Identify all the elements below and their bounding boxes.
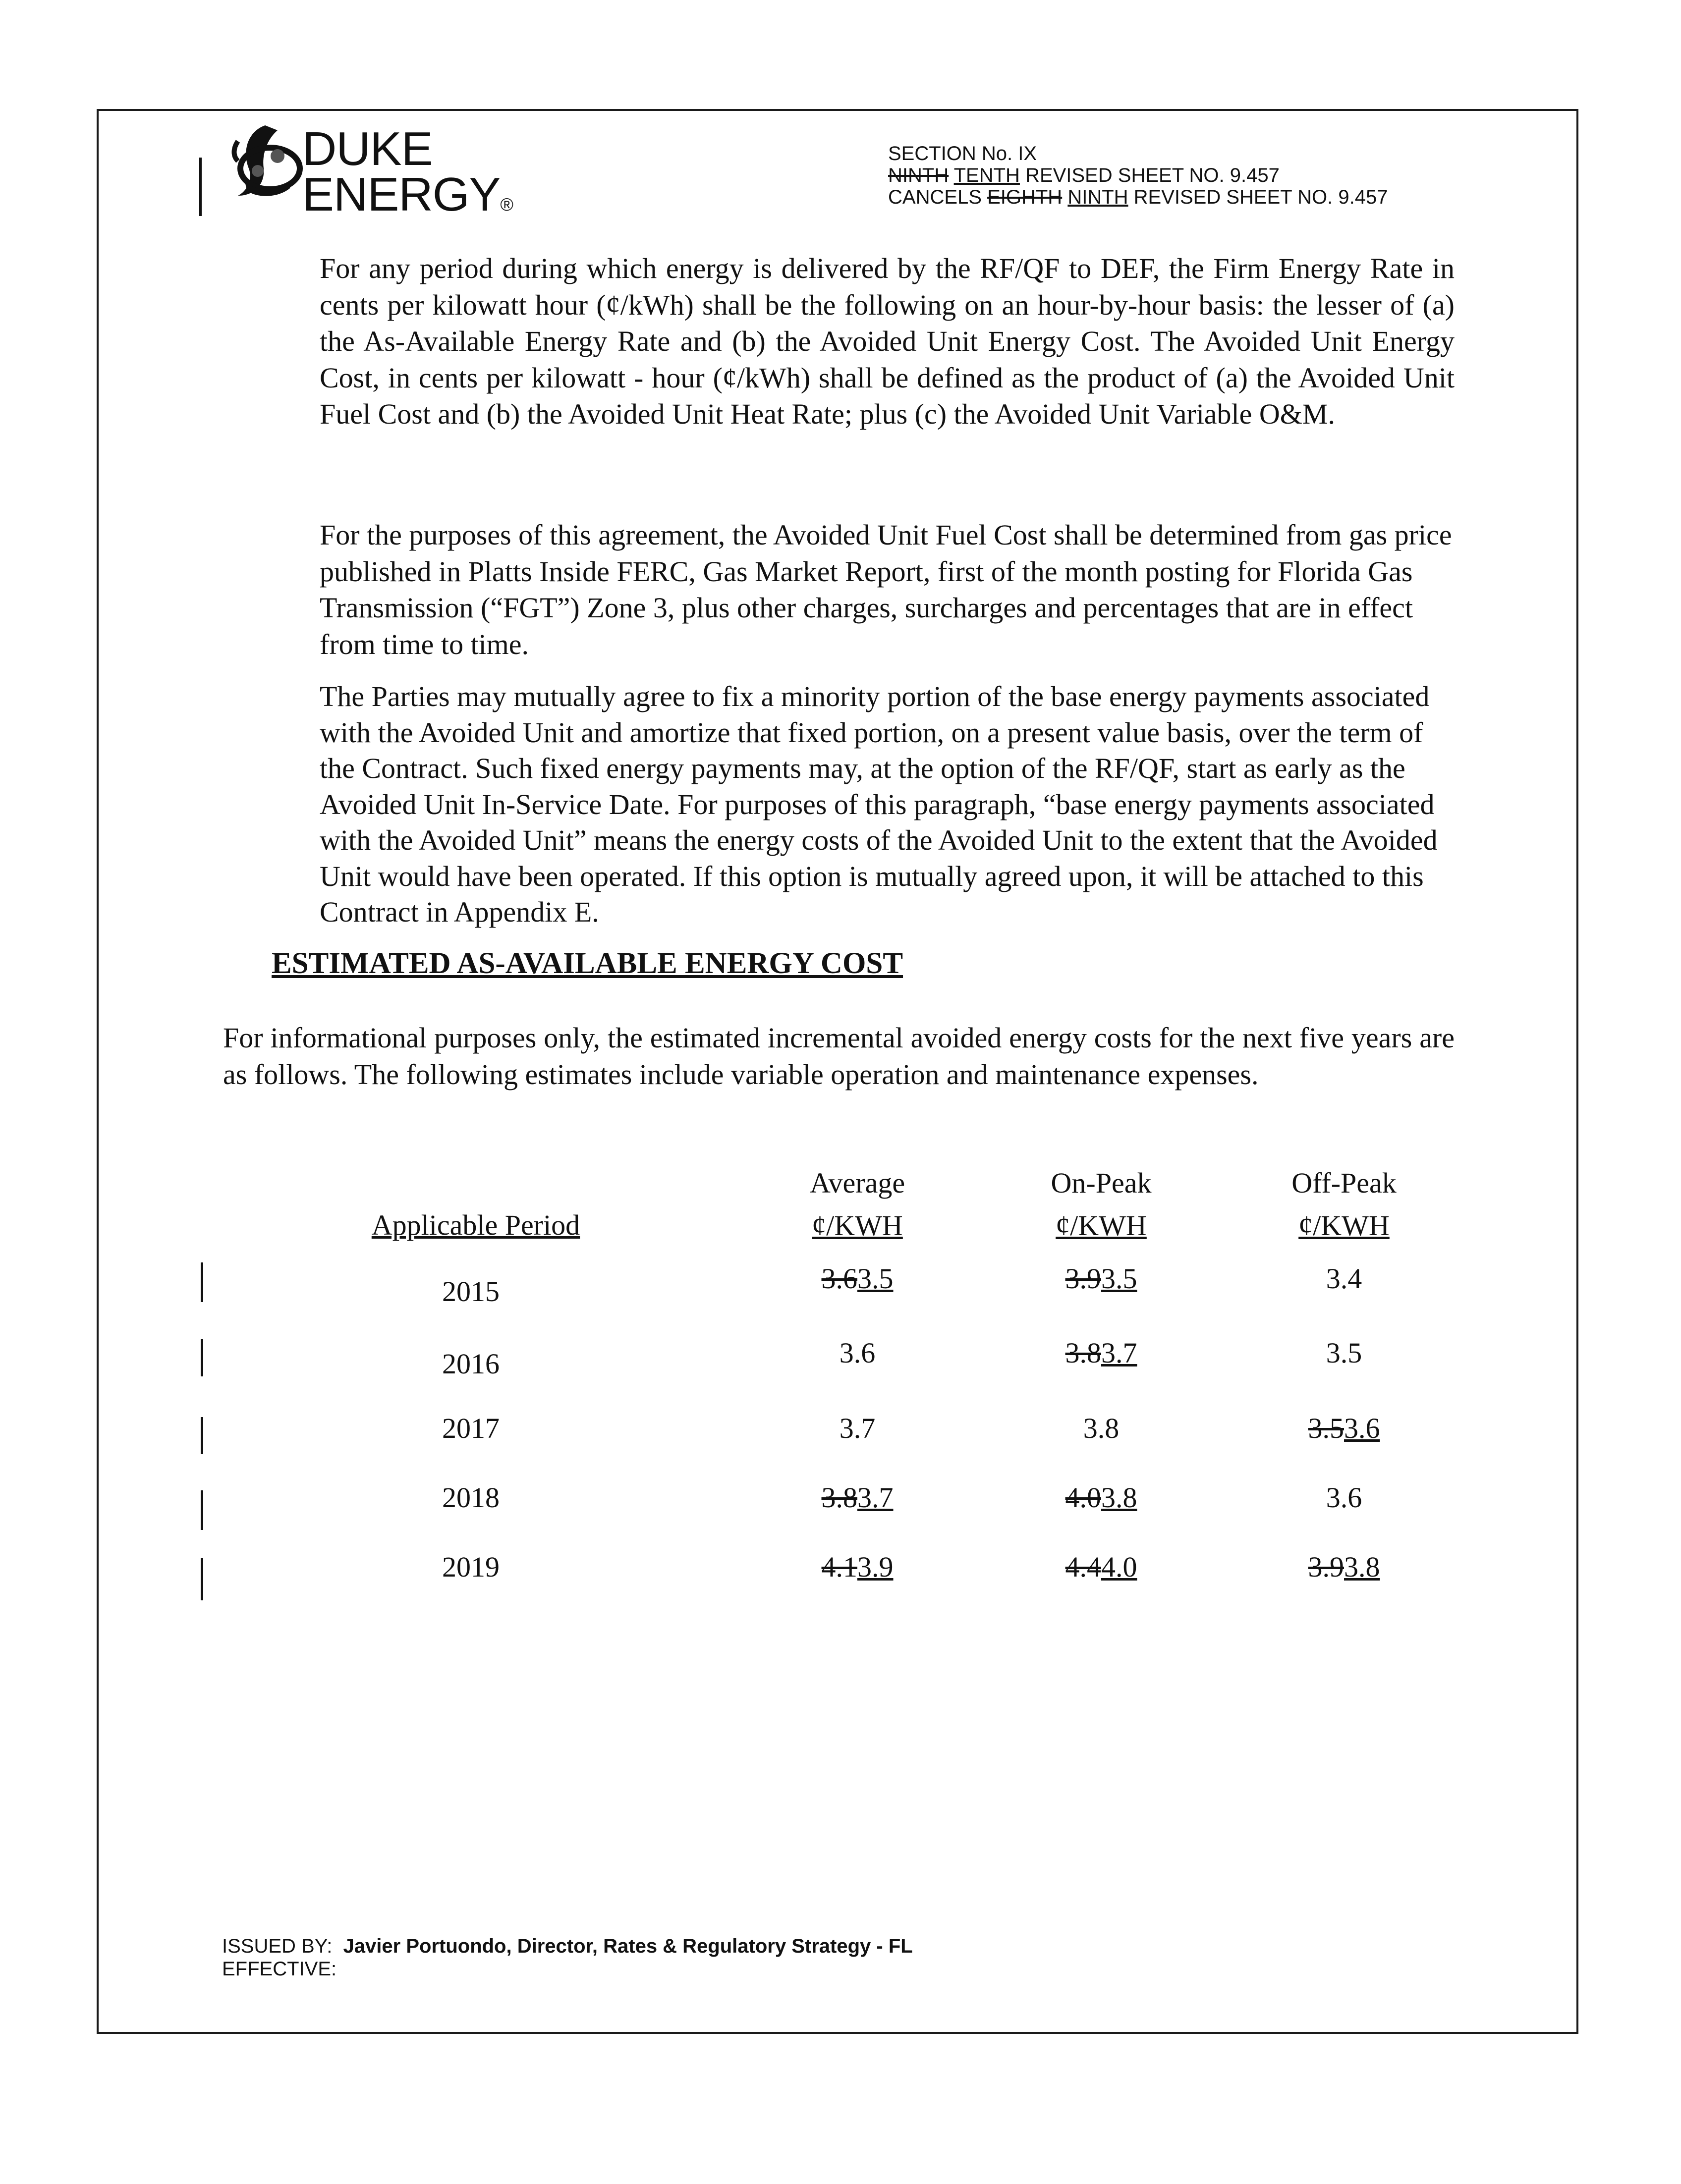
revised-suffix: REVISED SHEET NO. 9.457: [1019, 164, 1280, 186]
paragraph-avoided-fuel-cost: For the purposes of this agreement, the Avoided Unit Fuel Cost shall be determined from gas price published in Platts Inside FERC, Gas Market Report, first of the month posting for Florida Gas Transmission (“FGT”) Zone 3, plus other charges, surcharges and percentages that are in effect from time to time.: [320, 519, 1452, 660]
col-header-on-peak: On-Peak ¢/KWH: [1051, 1167, 1152, 1242]
cell-on-peak: 3.83.7: [1065, 1337, 1137, 1369]
revision-bar-row-2018: [201, 1490, 203, 1530]
revision-bar-row-2016: [201, 1339, 203, 1376]
cell-average: 4.13.9: [821, 1551, 894, 1583]
logo-wordmark: [302, 122, 513, 227]
cell-year: 2015: [442, 1275, 500, 1308]
effective-label: EFFECTIVE:: [222, 1958, 337, 1980]
revision-bar-row-2017: [201, 1417, 203, 1454]
cancels-prefix: CANCELS: [888, 186, 988, 208]
revised-old: NINTH: [888, 164, 949, 186]
logo-line-energy: ENERGY®: [302, 168, 513, 221]
col-header-period: Applicable Period: [371, 1209, 580, 1241]
revised-new: TENTH: [953, 164, 1020, 186]
revision-bar-row-2015: [201, 1262, 203, 1302]
cancels-suffix: REVISED SHEET NO. 9.457: [1128, 186, 1388, 208]
sheet-header: [888, 143, 1388, 208]
cell-year: 2017: [442, 1412, 500, 1444]
section-number: SECTION No. IX: [888, 143, 1037, 164]
revision-bar-header: [199, 158, 202, 216]
paragraph-firm-energy-rate: For any period during which energy is delivered by the RF/QF to DEF, the Firm Energy Rate in cents per kilowatt hour (¢/kWh) shall be the following on an hour-by-hour basis: the lesser of (a) the As-Available Energy Rate and (b) the Avoided Unit Energy Cost. The Avoided Unit Energy Cost, in cents per kilowatt - hour (¢/kWh) shall be defined as the product of (a) the Avoided Unit Fuel Cost and (b) the Avoided Unit Heat Rate; plus (c) the Avoided Unit Variable O&M.: [320, 252, 1455, 430]
paragraph-informational: For informational purposes only, the estimated incremental avoided energy costs for the next five years are as follows. The following estimates include variable operation and maintenance expenses.: [223, 1022, 1455, 1091]
revised-sheet-line: [888, 164, 1388, 186]
cell-off-peak: 3.4: [1326, 1262, 1362, 1295]
col-header-off-peak: Off-Peak ¢/KWH: [1291, 1167, 1397, 1242]
duke-energy-logo: [218, 121, 515, 220]
registered-mark: ®: [500, 194, 513, 215]
paragraph-fixed-energy-payments: The Parties may mutually agree to fix a minority portion of the base energy payments associated with the Avoided Unit and amortize that fixed portion, on a present value basis, over the term of the Contract. Such fixed energy payments may, at the option of the RF/QF, start as early as the Avoided Unit In-Service Date. For purposes of this paragraph, “base energy payments associated with the Avoided Unit” means the energy costs of the Avoided Unit to the extent that the Avoided Unit would have been operated. If this option is mutually agreed upon, it will be attached to this Contract in Appendix E.: [320, 680, 1438, 928]
footer: [222, 1935, 913, 1980]
cell-year: 2019: [442, 1551, 500, 1583]
cell-on-peak: 4.44.0: [1065, 1551, 1137, 1583]
revision-bar-row-2019: [201, 1558, 203, 1600]
cancels-sheet-line: [888, 186, 1388, 208]
col-header-average: Average ¢/KWH: [809, 1167, 905, 1242]
issued-by-value: Javier Portuondo, Director, Rates & Regulatory Strategy - FL: [343, 1935, 913, 1957]
cell-on-peak: 3.93.5: [1065, 1262, 1137, 1295]
logo-line-duke: DUKE: [302, 122, 433, 175]
cell-year: 2016: [442, 1348, 500, 1380]
section-heading: ESTIMATED AS-AVAILABLE ENERGY COST: [272, 947, 903, 980]
cell-average: 3.7: [839, 1412, 876, 1444]
cell-off-peak: 3.5: [1326, 1337, 1362, 1369]
issued-by-label: ISSUED BY:: [222, 1935, 333, 1957]
cell-off-peak: 3.53.6: [1308, 1412, 1380, 1444]
cancels-old: EIGHTH: [987, 186, 1063, 208]
issued-by-line: [222, 1935, 913, 1958]
cell-off-peak: 3.93.8: [1308, 1551, 1380, 1583]
cell-on-peak: 3.8: [1083, 1412, 1120, 1444]
cell-average: 3.63.5: [821, 1262, 894, 1295]
cell-year: 2018: [442, 1481, 500, 1514]
cell-on-peak: 4.03.8: [1065, 1481, 1137, 1514]
duke-energy-globe-icon: [218, 121, 307, 218]
cell-average: 3.6: [839, 1337, 876, 1369]
cell-average: 3.83.7: [821, 1481, 894, 1514]
cell-off-peak: 3.6: [1326, 1481, 1362, 1514]
cancels-new: NINTH: [1067, 186, 1128, 208]
